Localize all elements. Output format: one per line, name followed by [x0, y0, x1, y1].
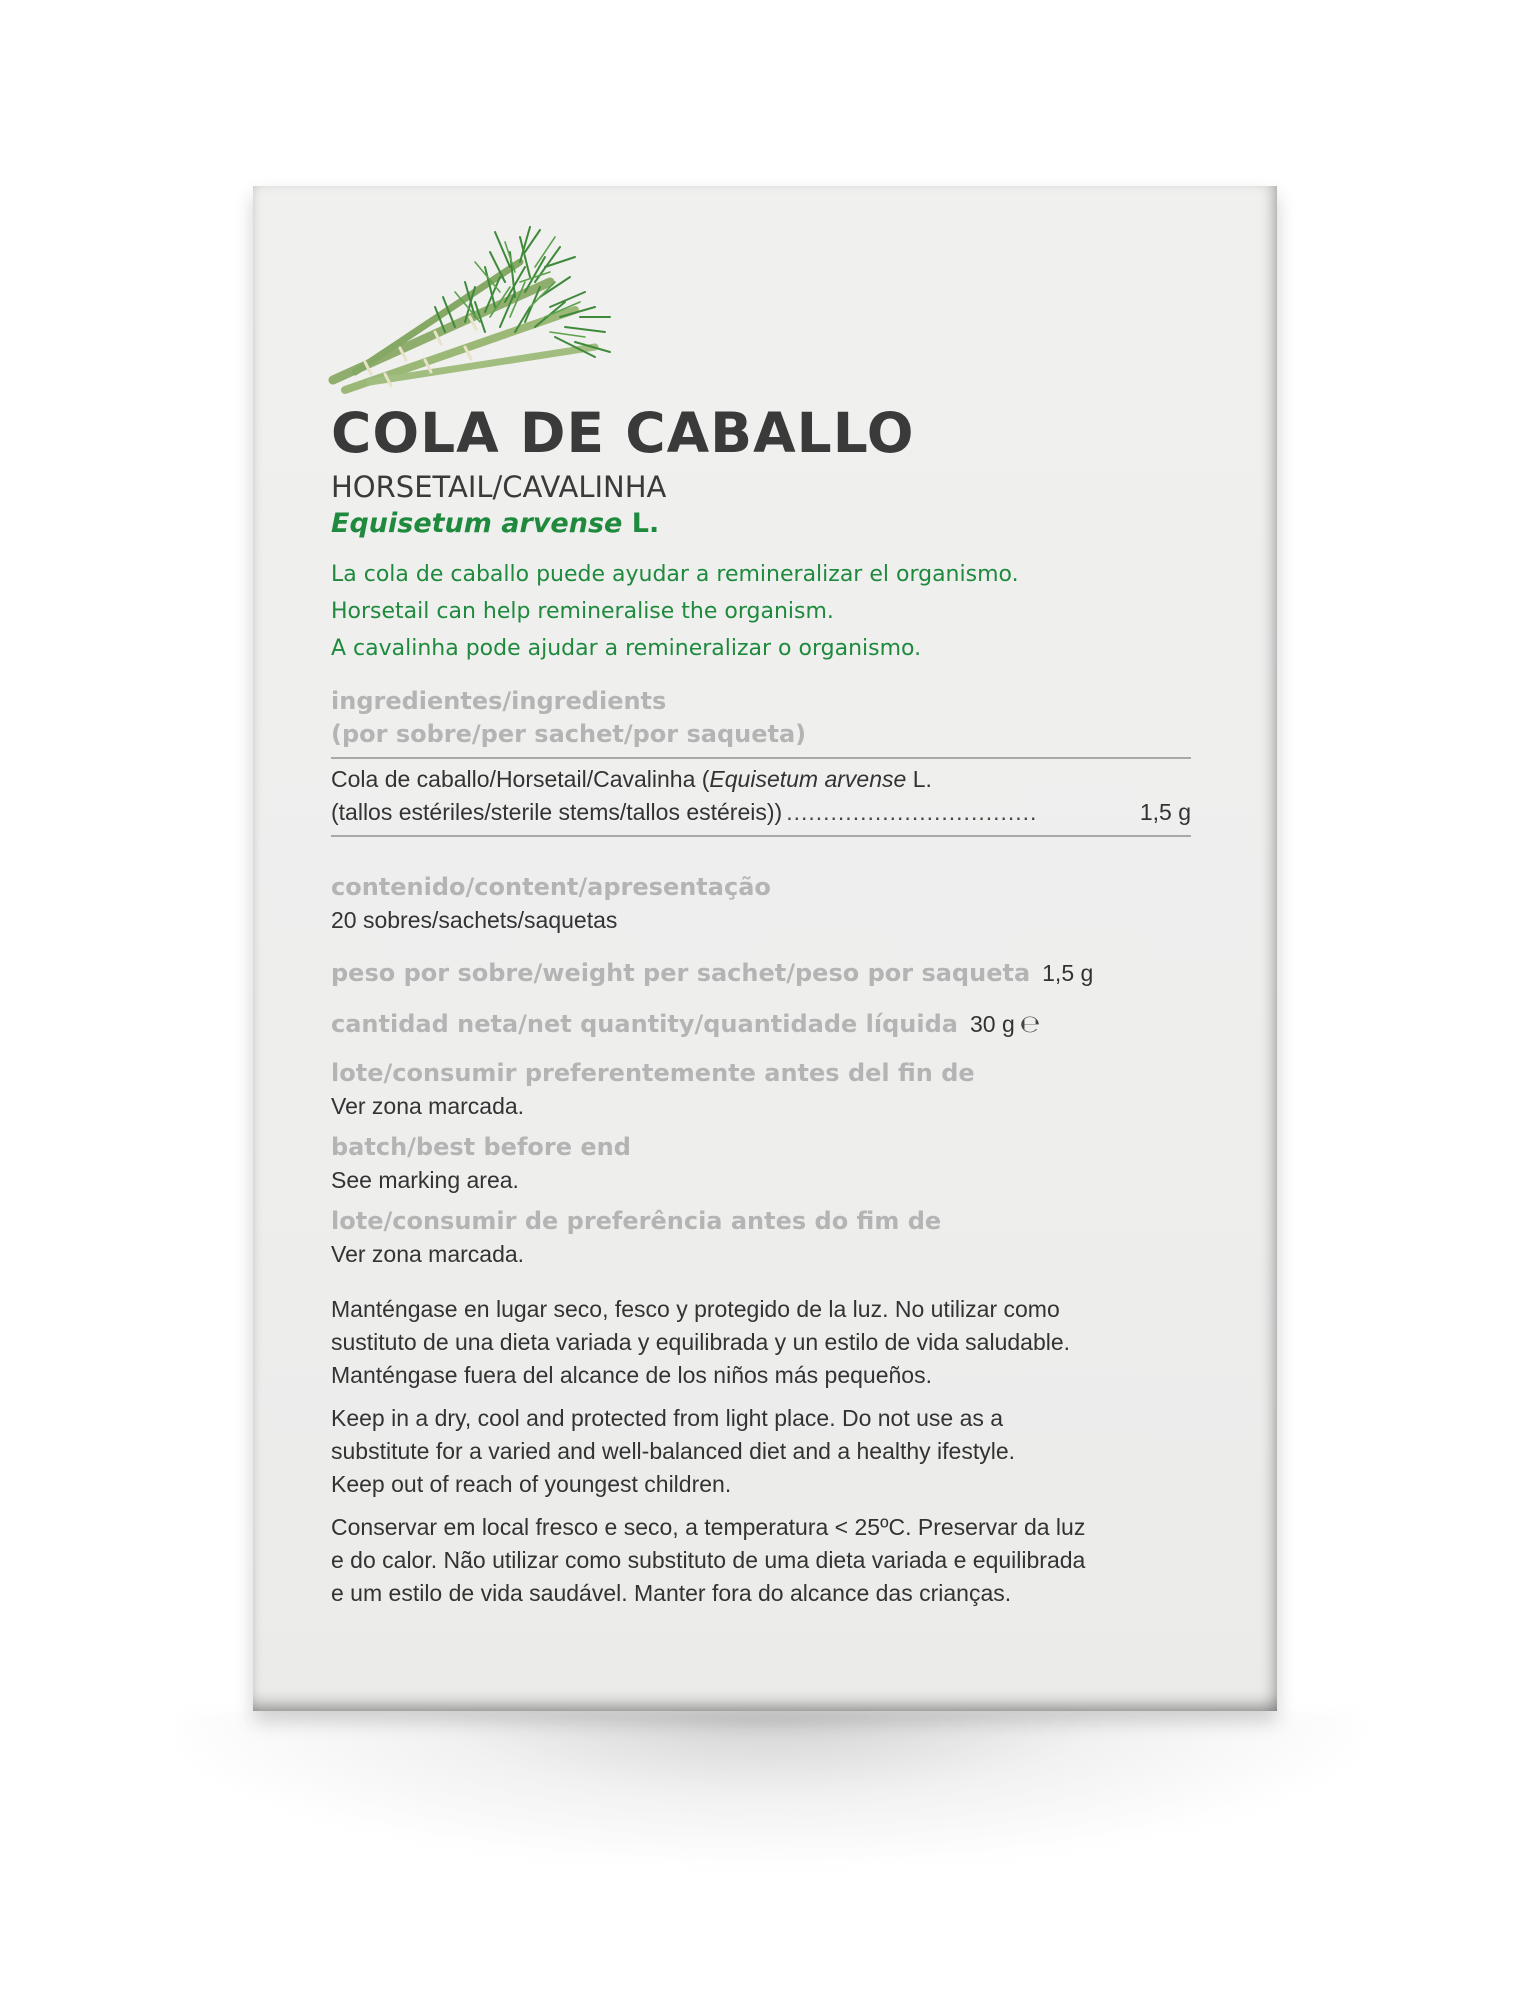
- warning-es: [331, 1293, 1191, 1392]
- warning-pt-line: e do calor. Não utilizar como substituto de uma dieta variada e equilibrada: [331, 1547, 1086, 1573]
- product-title: COLA DE CABALLO: [331, 401, 915, 465]
- net-quantity-value: 30 g: [970, 1011, 1015, 1037]
- ingredients-list: [331, 759, 1191, 835]
- latin-genus-species: Equisetum arvense: [331, 508, 623, 539]
- ingredient-line-2: [331, 796, 1191, 829]
- content-label: contenido/content/apresentação: [331, 873, 771, 901]
- ingredients-label: ingredientes/ingredients: [331, 687, 667, 715]
- ingredients-bottom-rule: [331, 835, 1191, 837]
- weight-value: 1,5 g: [1042, 960, 1094, 986]
- warning-pt-line: Conservar em local fresco e seco, a temperatura < 25ºC. Preservar da luz: [331, 1514, 1086, 1540]
- batch-block: [331, 1057, 1191, 1271]
- claim-es: La cola de caballo puede ayudar a remineralizar el organismo.: [331, 562, 1019, 587]
- warning-es-line: Manténgase en lugar seco, fesco y protegido de la luz. No utilizar como: [331, 1296, 1060, 1322]
- leader-dots: ..................................: [786, 799, 1038, 825]
- latin-name: [331, 506, 1191, 542]
- estimated-sign-icon: ℮: [1019, 1010, 1041, 1038]
- weight-label: peso por sobre/weight per sachet/peso por saqueta: [331, 959, 1031, 987]
- claim-en: Horsetail can help remineralise the organism.: [331, 599, 834, 624]
- ingredient-latin: Equisetum arvense: [709, 766, 907, 792]
- net-quantity-row: [331, 1008, 1191, 1041]
- batch-value-pt: Ver zona marcada.: [331, 1241, 525, 1267]
- weight-row: [331, 957, 1191, 990]
- batch-label-en: batch/best before end: [331, 1133, 631, 1161]
- batch-value-en: See marking area.: [331, 1167, 519, 1193]
- warning-en-line: Keep in a dry, cool and protected from light place. Do not use as a: [331, 1405, 1004, 1431]
- warning-es-line: sustituto de una dieta variada y equilibrada y un estilo de vida saludable.: [331, 1329, 1071, 1355]
- ingredient-author: L.: [906, 766, 932, 792]
- warning-en: [331, 1402, 1191, 1501]
- latin-author: L.: [622, 508, 660, 539]
- content-block: [331, 871, 1191, 937]
- horsetail-plant-icon: [325, 222, 615, 397]
- ingredient-amount: 1,5 g: [1139, 799, 1191, 825]
- net-quantity-label: cantidad neta/net quantity/quantidade líquida: [331, 1010, 958, 1038]
- content-value: 20 sobres/sachets/saquetas: [331, 907, 618, 933]
- ingredients-heading: [331, 685, 1191, 751]
- warning-pt: [331, 1511, 1191, 1610]
- warning-pt-line: e um estilo de vida saudável. Manter fora do alcance das crianças.: [331, 1580, 1012, 1606]
- ingredient-name: Cola de caballo/Horsetail/Cavalinha (: [331, 766, 710, 792]
- claims: [331, 556, 1191, 667]
- warnings: [331, 1293, 1191, 1610]
- ingredients-per-sachet-label: (por sobre/per sachet/por saqueta): [331, 720, 807, 748]
- label-content: [331, 400, 1191, 1610]
- product-subtitle: HORSETAIL/CAVALINHA: [331, 470, 667, 504]
- batch-label-pt: lote/consumir de preferência antes do fim de: [331, 1207, 942, 1235]
- ingredient-line-1: [331, 763, 1191, 796]
- batch-label-es: lote/consumir preferentemente antes del fin de: [331, 1059, 975, 1087]
- batch-value-es: Ver zona marcada.: [331, 1093, 525, 1119]
- ingredient-part: (tallos estériles/sterile stems/tallos estéreis)): [331, 799, 783, 825]
- claim-pt: A cavalinha pode ajudar a remineralizar o organismo.: [331, 636, 922, 661]
- warning-es-line: Manténgase fuera del alcance de los niños más pequeños.: [331, 1362, 932, 1388]
- box-shadow-reflection: [180, 1712, 1360, 1862]
- warning-en-line: substitute for a varied and well-balanced diet and a healthy ifestyle.: [331, 1438, 1016, 1464]
- warning-en-line: Keep out of reach of youngest children.: [331, 1471, 732, 1497]
